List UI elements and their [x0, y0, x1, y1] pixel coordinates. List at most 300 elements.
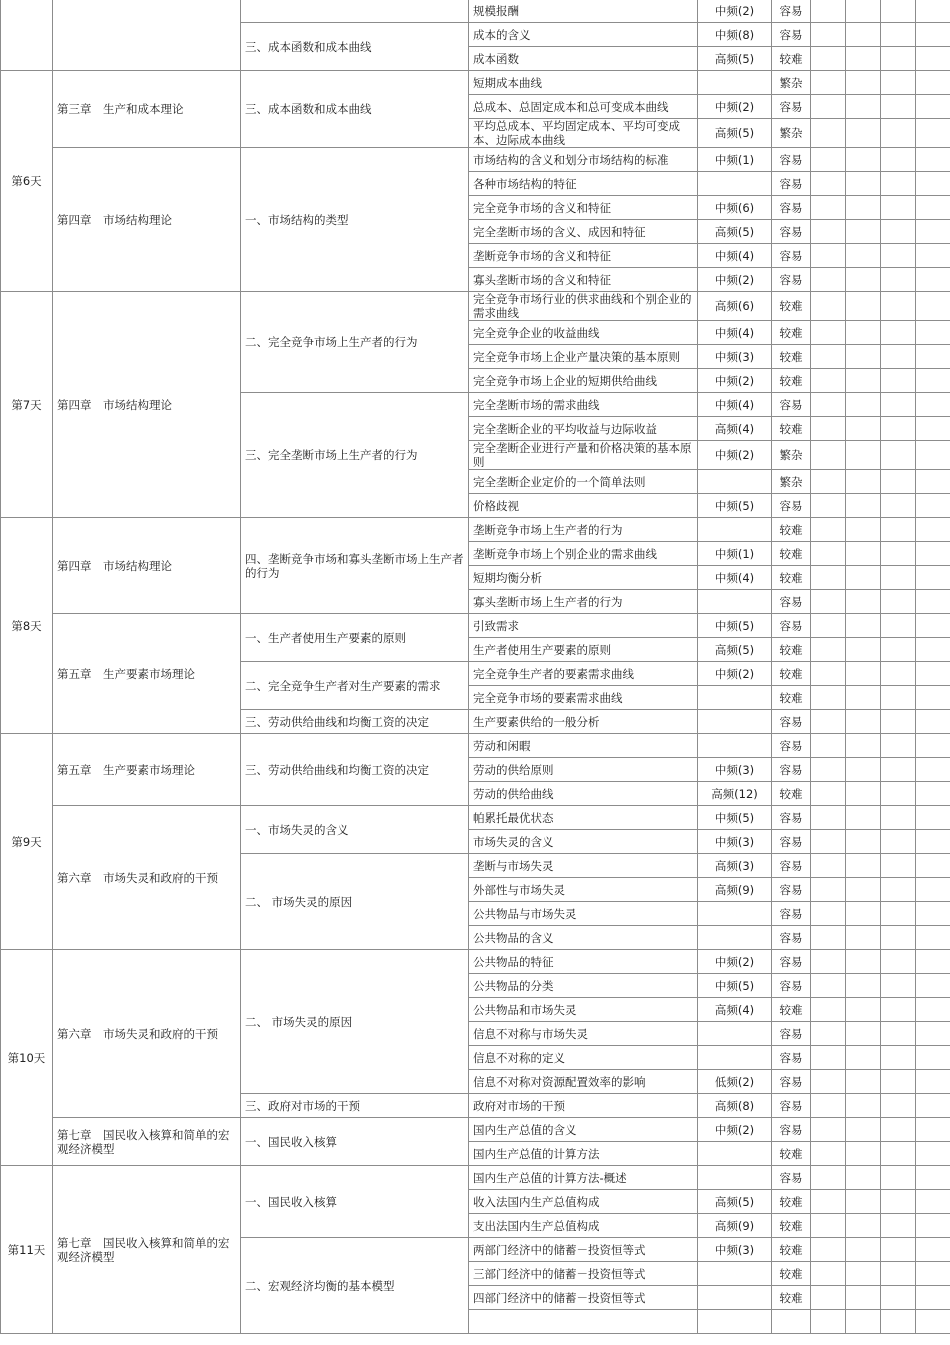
knowledge-point-cell: 垄断竞争市场上生产者的行为 [469, 518, 698, 542]
check-box-cell [916, 1238, 950, 1262]
frequency-cell: 高频(4) [698, 998, 772, 1022]
check-box-cell [811, 172, 846, 196]
section-cell: 一、市场结构的类型 [241, 148, 469, 292]
check-box-cell [916, 321, 950, 345]
check-box-cell [811, 23, 846, 47]
check-box-cell [846, 1142, 881, 1166]
difficulty-cell: 较难 [772, 686, 811, 710]
knowledge-point-cell: 寡头垄断市场上生产者的行为 [469, 590, 698, 614]
difficulty-cell: 容易 [772, 806, 811, 830]
knowledge-point-cell: 完全垄断市场的含义、成因和特征 [469, 220, 698, 244]
check-box-cell [881, 441, 916, 470]
day-cell: 第6天 [1, 71, 53, 292]
difficulty-cell: 较难 [772, 1238, 811, 1262]
check-box-cell [881, 71, 916, 95]
knowledge-point-cell: 垄断竞争市场的含义和特征 [469, 244, 698, 268]
knowledge-point-cell: 垄断竞争市场上个别企业的需求曲线 [469, 542, 698, 566]
difficulty-cell: 容易 [772, 220, 811, 244]
section-cell [241, 0, 469, 23]
check-box-cell [916, 638, 950, 662]
check-box-cell [916, 974, 950, 998]
table-row [1, 0, 950, 23]
check-box-cell [881, 710, 916, 734]
difficulty-cell: 容易 [772, 1166, 811, 1190]
knowledge-point-cell: 寡头垄断市场的含义和特征 [469, 268, 698, 292]
check-box-cell [881, 974, 916, 998]
check-box-cell [811, 758, 846, 782]
difficulty-cell: 容易 [772, 172, 811, 196]
difficulty-cell: 较难 [772, 47, 811, 71]
check-box-cell [846, 878, 881, 902]
difficulty-cell: 容易 [772, 23, 811, 47]
difficulty-cell: 容易 [772, 95, 811, 119]
knowledge-point-cell: 规模报酬 [469, 0, 698, 23]
knowledge-point-cell: 短期成本曲线 [469, 71, 698, 95]
check-box-cell [846, 1166, 881, 1190]
check-box-cell [811, 369, 846, 393]
knowledge-point-cell: 支出法国内生产总值构成 [469, 1214, 698, 1238]
chapter-cell: 第七章 国民收入核算和简单的宏观经济模型 [53, 1166, 241, 1334]
check-box-cell [916, 806, 950, 830]
check-box-cell [916, 830, 950, 854]
check-box-cell [916, 926, 950, 950]
section-cell: 三、劳动供给曲线和均衡工资的决定 [241, 734, 469, 806]
check-box-cell [881, 494, 916, 518]
check-box-cell [881, 1214, 916, 1238]
difficulty-cell: 容易 [772, 1118, 811, 1142]
knowledge-point-cell: 公共物品和市场失灵 [469, 998, 698, 1022]
check-box-cell [916, 1118, 950, 1142]
difficulty-cell: 容易 [772, 926, 811, 950]
knowledge-point-cell: 四部门经济中的储蓄－投资恒等式 [469, 1286, 698, 1310]
check-box-cell [811, 590, 846, 614]
check-box-cell [881, 196, 916, 220]
check-box-cell [846, 441, 881, 470]
knowledge-point-cell: 完全垄断企业定价的一个简单法则 [469, 470, 698, 494]
check-box-cell [881, 369, 916, 393]
check-box-cell [811, 782, 846, 806]
difficulty-cell: 较难 [772, 662, 811, 686]
check-box-cell [916, 710, 950, 734]
check-box-cell [916, 950, 950, 974]
check-box-cell [846, 1238, 881, 1262]
day-cell: 第10天 [1, 950, 53, 1166]
check-box-cell [881, 119, 916, 148]
check-box-cell [811, 830, 846, 854]
frequency-cell: 中频(2) [698, 268, 772, 292]
check-box-cell [881, 542, 916, 566]
frequency-cell: 中频(4) [698, 393, 772, 417]
frequency-cell: 高频(6) [698, 292, 772, 321]
knowledge-point-cell: 公共物品的特征 [469, 950, 698, 974]
check-box-cell [846, 244, 881, 268]
check-box-cell [916, 494, 950, 518]
frequency-cell [698, 1310, 772, 1334]
table-row [1, 1166, 950, 1190]
check-box-cell [846, 590, 881, 614]
check-box-cell [881, 566, 916, 590]
check-box-cell [881, 662, 916, 686]
check-box-cell [811, 1310, 846, 1334]
check-box-cell [916, 1046, 950, 1070]
check-box-cell [916, 1142, 950, 1166]
frequency-cell [698, 926, 772, 950]
difficulty-cell: 较难 [772, 1190, 811, 1214]
knowledge-point-cell: 成本函数 [469, 47, 698, 71]
check-box-cell [881, 292, 916, 321]
frequency-cell: 中频(2) [698, 369, 772, 393]
difficulty-cell: 容易 [772, 393, 811, 417]
check-box-cell [916, 417, 950, 441]
frequency-cell: 中频(5) [698, 974, 772, 998]
check-box-cell [811, 244, 846, 268]
check-box-cell [846, 172, 881, 196]
check-box-cell [881, 23, 916, 47]
check-box-cell [881, 1070, 916, 1094]
check-box-cell [916, 902, 950, 926]
check-box-cell [811, 345, 846, 369]
check-box-cell [811, 614, 846, 638]
section-cell: 一、国民收入核算 [241, 1166, 469, 1238]
check-box-cell [846, 758, 881, 782]
check-box-cell [846, 734, 881, 758]
frequency-cell: 中频(3) [698, 758, 772, 782]
check-box-cell [916, 369, 950, 393]
difficulty-cell: 较难 [772, 1262, 811, 1286]
check-box-cell [846, 614, 881, 638]
difficulty-cell: 容易 [772, 0, 811, 23]
knowledge-point-cell: 三部门经济中的储蓄－投资恒等式 [469, 1262, 698, 1286]
check-box-cell [811, 1118, 846, 1142]
check-box-cell [811, 974, 846, 998]
check-box-cell [811, 662, 846, 686]
section-cell: 一、国民收入核算 [241, 1118, 469, 1166]
difficulty-cell: 容易 [772, 196, 811, 220]
check-box-cell [811, 710, 846, 734]
check-box-cell [916, 268, 950, 292]
check-box-cell [811, 542, 846, 566]
check-box-cell [916, 1286, 950, 1310]
check-box-cell [811, 1046, 846, 1070]
frequency-cell [698, 710, 772, 734]
check-box-cell [811, 998, 846, 1022]
check-box-cell [846, 196, 881, 220]
knowledge-point-cell: 完全竞争市场上企业产量决策的基本原则 [469, 345, 698, 369]
check-box-cell [916, 71, 950, 95]
difficulty-cell: 较难 [772, 638, 811, 662]
check-box-cell [846, 1190, 881, 1214]
check-box-cell [846, 393, 881, 417]
check-box-cell [881, 172, 916, 196]
check-box-cell [881, 1094, 916, 1118]
difficulty-cell: 容易 [772, 244, 811, 268]
day-cell: 第11天 [1, 1166, 53, 1334]
knowledge-point-cell: 信息不对称对资源配置效率的影响 [469, 1070, 698, 1094]
knowledge-point-cell: 引致需求 [469, 614, 698, 638]
check-box-cell [811, 1070, 846, 1094]
knowledge-point-cell: 成本的含义 [469, 23, 698, 47]
check-box-cell [881, 268, 916, 292]
check-box-cell [881, 1190, 916, 1214]
frequency-cell: 高频(9) [698, 878, 772, 902]
knowledge-point-cell: 完全竞争市场的含义和特征 [469, 196, 698, 220]
knowledge-point-cell: 总成本、总固定成本和总可变成本曲线 [469, 95, 698, 119]
difficulty-cell: 容易 [772, 590, 811, 614]
check-box-cell [881, 393, 916, 417]
difficulty-cell: 较难 [772, 542, 811, 566]
check-box-cell [846, 417, 881, 441]
check-box-cell [881, 470, 916, 494]
check-box-cell [811, 0, 846, 23]
check-box-cell [811, 470, 846, 494]
check-box-cell [811, 926, 846, 950]
check-box-cell [846, 292, 881, 321]
check-box-cell [916, 854, 950, 878]
check-box-cell [916, 1022, 950, 1046]
check-box-cell [846, 662, 881, 686]
frequency-cell: 中频(2) [698, 950, 772, 974]
frequency-cell [698, 518, 772, 542]
check-box-cell [811, 950, 846, 974]
check-box-cell [881, 1118, 916, 1142]
check-box-cell [881, 806, 916, 830]
day-cell [1, 0, 53, 71]
check-box-cell [811, 1094, 846, 1118]
check-box-cell [881, 0, 916, 23]
check-box-cell [916, 1166, 950, 1190]
check-box-cell [846, 782, 881, 806]
check-box-cell [846, 686, 881, 710]
check-box-cell [811, 638, 846, 662]
knowledge-point-cell: 信息不对称与市场失灵 [469, 1022, 698, 1046]
difficulty-cell: 容易 [772, 854, 811, 878]
check-box-cell [916, 244, 950, 268]
difficulty-cell: 容易 [772, 614, 811, 638]
check-box-cell [916, 441, 950, 470]
check-box-cell [811, 47, 846, 71]
check-box-cell [846, 1118, 881, 1142]
frequency-cell: 中频(4) [698, 244, 772, 268]
check-box-cell [811, 441, 846, 470]
chapter-cell: 第五章 生产要素市场理论 [53, 614, 241, 734]
knowledge-point-cell: 市场失灵的含义 [469, 830, 698, 854]
chapter-cell: 第六章 市场失灵和政府的干预 [53, 950, 241, 1118]
knowledge-point-cell: 劳动的供给原则 [469, 758, 698, 782]
check-box-cell [916, 590, 950, 614]
table-row [1, 148, 950, 172]
check-box-cell [846, 71, 881, 95]
check-box-cell [916, 220, 950, 244]
section-cell: 三、完全垄断市场上生产者的行为 [241, 393, 469, 518]
knowledge-point-cell: 国内生产总值的计算方法 [469, 1142, 698, 1166]
frequency-cell: 中频(3) [698, 1238, 772, 1262]
knowledge-point-cell: 公共物品的含义 [469, 926, 698, 950]
frequency-cell: 低频(2) [698, 1070, 772, 1094]
difficulty-cell [772, 1310, 811, 1334]
check-box-cell [846, 470, 881, 494]
frequency-cell: 高频(5) [698, 220, 772, 244]
check-box-cell [811, 220, 846, 244]
check-box-cell [846, 902, 881, 926]
check-box-cell [916, 292, 950, 321]
knowledge-point-cell: 完全竞争企业的收益曲线 [469, 321, 698, 345]
knowledge-point-cell: 外部性与市场失灵 [469, 878, 698, 902]
check-box-cell [811, 119, 846, 148]
check-box-cell [881, 1046, 916, 1070]
check-box-cell [881, 220, 916, 244]
check-box-cell [916, 172, 950, 196]
check-box-cell [846, 119, 881, 148]
section-cell: 二、宏观经济均衡的基本模型 [241, 1238, 469, 1334]
difficulty-cell: 容易 [772, 902, 811, 926]
knowledge-point-cell: 平均总成本、平均固定成本、平均可变成本、边际成本曲线 [469, 119, 698, 148]
table-row [1, 734, 950, 758]
frequency-cell [698, 686, 772, 710]
check-box-cell [846, 23, 881, 47]
section-cell: 二、 市场失灵的原因 [241, 950, 469, 1094]
check-box-cell [881, 950, 916, 974]
check-box-cell [916, 758, 950, 782]
check-box-cell [881, 148, 916, 172]
check-box-cell [846, 638, 881, 662]
check-box-cell [811, 902, 846, 926]
knowledge-point-cell: 公共物品的分类 [469, 974, 698, 998]
check-box-cell [846, 0, 881, 23]
check-box-cell [811, 148, 846, 172]
difficulty-cell: 容易 [772, 974, 811, 998]
frequency-cell: 高频(5) [698, 638, 772, 662]
section-cell: 三、劳动供给曲线和均衡工资的决定 [241, 710, 469, 734]
check-box-cell [811, 1166, 846, 1190]
check-box-cell [881, 95, 916, 119]
check-box-cell [846, 518, 881, 542]
check-box-cell [916, 878, 950, 902]
check-box-cell [881, 1286, 916, 1310]
check-box-cell [881, 686, 916, 710]
frequency-cell: 高频(3) [698, 854, 772, 878]
check-box-cell [846, 220, 881, 244]
section-cell: 一、市场失灵的含义 [241, 806, 469, 854]
check-box-cell [811, 393, 846, 417]
difficulty-cell: 繁杂 [772, 71, 811, 95]
difficulty-cell: 容易 [772, 710, 811, 734]
check-box-cell [846, 926, 881, 950]
table-row [1, 614, 950, 638]
check-box-cell [846, 1286, 881, 1310]
check-box-cell [916, 1070, 950, 1094]
check-box-cell [881, 1310, 916, 1334]
frequency-cell: 中频(5) [698, 806, 772, 830]
difficulty-cell: 繁杂 [772, 470, 811, 494]
frequency-cell: 中频(1) [698, 542, 772, 566]
difficulty-cell: 较难 [772, 1286, 811, 1310]
knowledge-point-cell: 劳动和闲暇 [469, 734, 698, 758]
day-cell: 第9天 [1, 734, 53, 950]
check-box-cell [881, 734, 916, 758]
check-box-cell [916, 782, 950, 806]
check-box-cell [811, 95, 846, 119]
check-box-cell [846, 854, 881, 878]
frequency-cell: 中频(1) [698, 148, 772, 172]
check-box-cell [846, 950, 881, 974]
frequency-cell: 中频(2) [698, 0, 772, 23]
knowledge-point-cell: 完全垄断企业进行产量和价格决策的基本原则 [469, 441, 698, 470]
chapter-cell: 第四章 市场结构理论 [53, 148, 241, 292]
check-box-cell [846, 710, 881, 734]
chapter-cell: 第七章 国民收入核算和简单的宏观经济模型 [53, 1118, 241, 1166]
check-box-cell [846, 345, 881, 369]
check-box-cell [881, 998, 916, 1022]
check-box-cell [881, 244, 916, 268]
knowledge-point-cell: 公共物品与市场失灵 [469, 902, 698, 926]
check-box-cell [881, 1022, 916, 1046]
check-box-cell [881, 902, 916, 926]
difficulty-cell: 容易 [772, 950, 811, 974]
difficulty-cell: 容易 [772, 758, 811, 782]
frequency-cell: 中频(2) [698, 95, 772, 119]
check-box-cell [916, 662, 950, 686]
section-cell: 三、成本函数和成本曲线 [241, 71, 469, 148]
check-box-cell [846, 830, 881, 854]
check-box-cell [811, 878, 846, 902]
check-box-cell [916, 148, 950, 172]
knowledge-point-cell: 完全竞争市场行业的供求曲线和个别企业的需求曲线 [469, 292, 698, 321]
check-box-cell [846, 1070, 881, 1094]
check-box-cell [881, 782, 916, 806]
table-row [1, 71, 950, 95]
check-box-cell [846, 494, 881, 518]
knowledge-point-cell: 完全垄断企业的平均收益与边际收益 [469, 417, 698, 441]
difficulty-cell: 容易 [772, 1046, 811, 1070]
chapter-cell: 第四章 市场结构理论 [53, 518, 241, 614]
section-cell: 三、成本函数和成本曲线 [241, 23, 469, 71]
section-cell: 二、 市场失灵的原因 [241, 854, 469, 950]
difficulty-cell: 容易 [772, 148, 811, 172]
table-row [1, 518, 950, 542]
frequency-cell [698, 1142, 772, 1166]
check-box-cell [811, 1214, 846, 1238]
difficulty-cell: 容易 [772, 734, 811, 758]
check-box-cell [846, 1046, 881, 1070]
table-row [1, 1118, 950, 1142]
frequency-cell: 高频(8) [698, 1094, 772, 1118]
difficulty-cell: 容易 [772, 1070, 811, 1094]
check-box-cell [916, 1310, 950, 1334]
knowledge-point-cell: 市场结构的含义和划分市场结构的标准 [469, 148, 698, 172]
check-box-cell [846, 268, 881, 292]
check-box-cell [811, 686, 846, 710]
check-box-cell [811, 268, 846, 292]
chapter-cell: 第六章 市场失灵和政府的干预 [53, 806, 241, 950]
check-box-cell [881, 614, 916, 638]
chapter-cell: 第五章 生产要素市场理论 [53, 734, 241, 806]
check-box-cell [916, 47, 950, 71]
frequency-cell [698, 590, 772, 614]
knowledge-point-cell: 各种市场结构的特征 [469, 172, 698, 196]
check-box-cell [916, 95, 950, 119]
check-box-cell [846, 998, 881, 1022]
frequency-cell [698, 1286, 772, 1310]
check-box-cell [916, 566, 950, 590]
difficulty-cell: 容易 [772, 1094, 811, 1118]
check-box-cell [811, 196, 846, 220]
check-box-cell [881, 590, 916, 614]
check-box-cell [916, 393, 950, 417]
frequency-cell: 中频(4) [698, 321, 772, 345]
check-box-cell [881, 758, 916, 782]
frequency-cell: 中频(4) [698, 566, 772, 590]
knowledge-point-cell: 国内生产总值的计算方法-概述 [469, 1166, 698, 1190]
